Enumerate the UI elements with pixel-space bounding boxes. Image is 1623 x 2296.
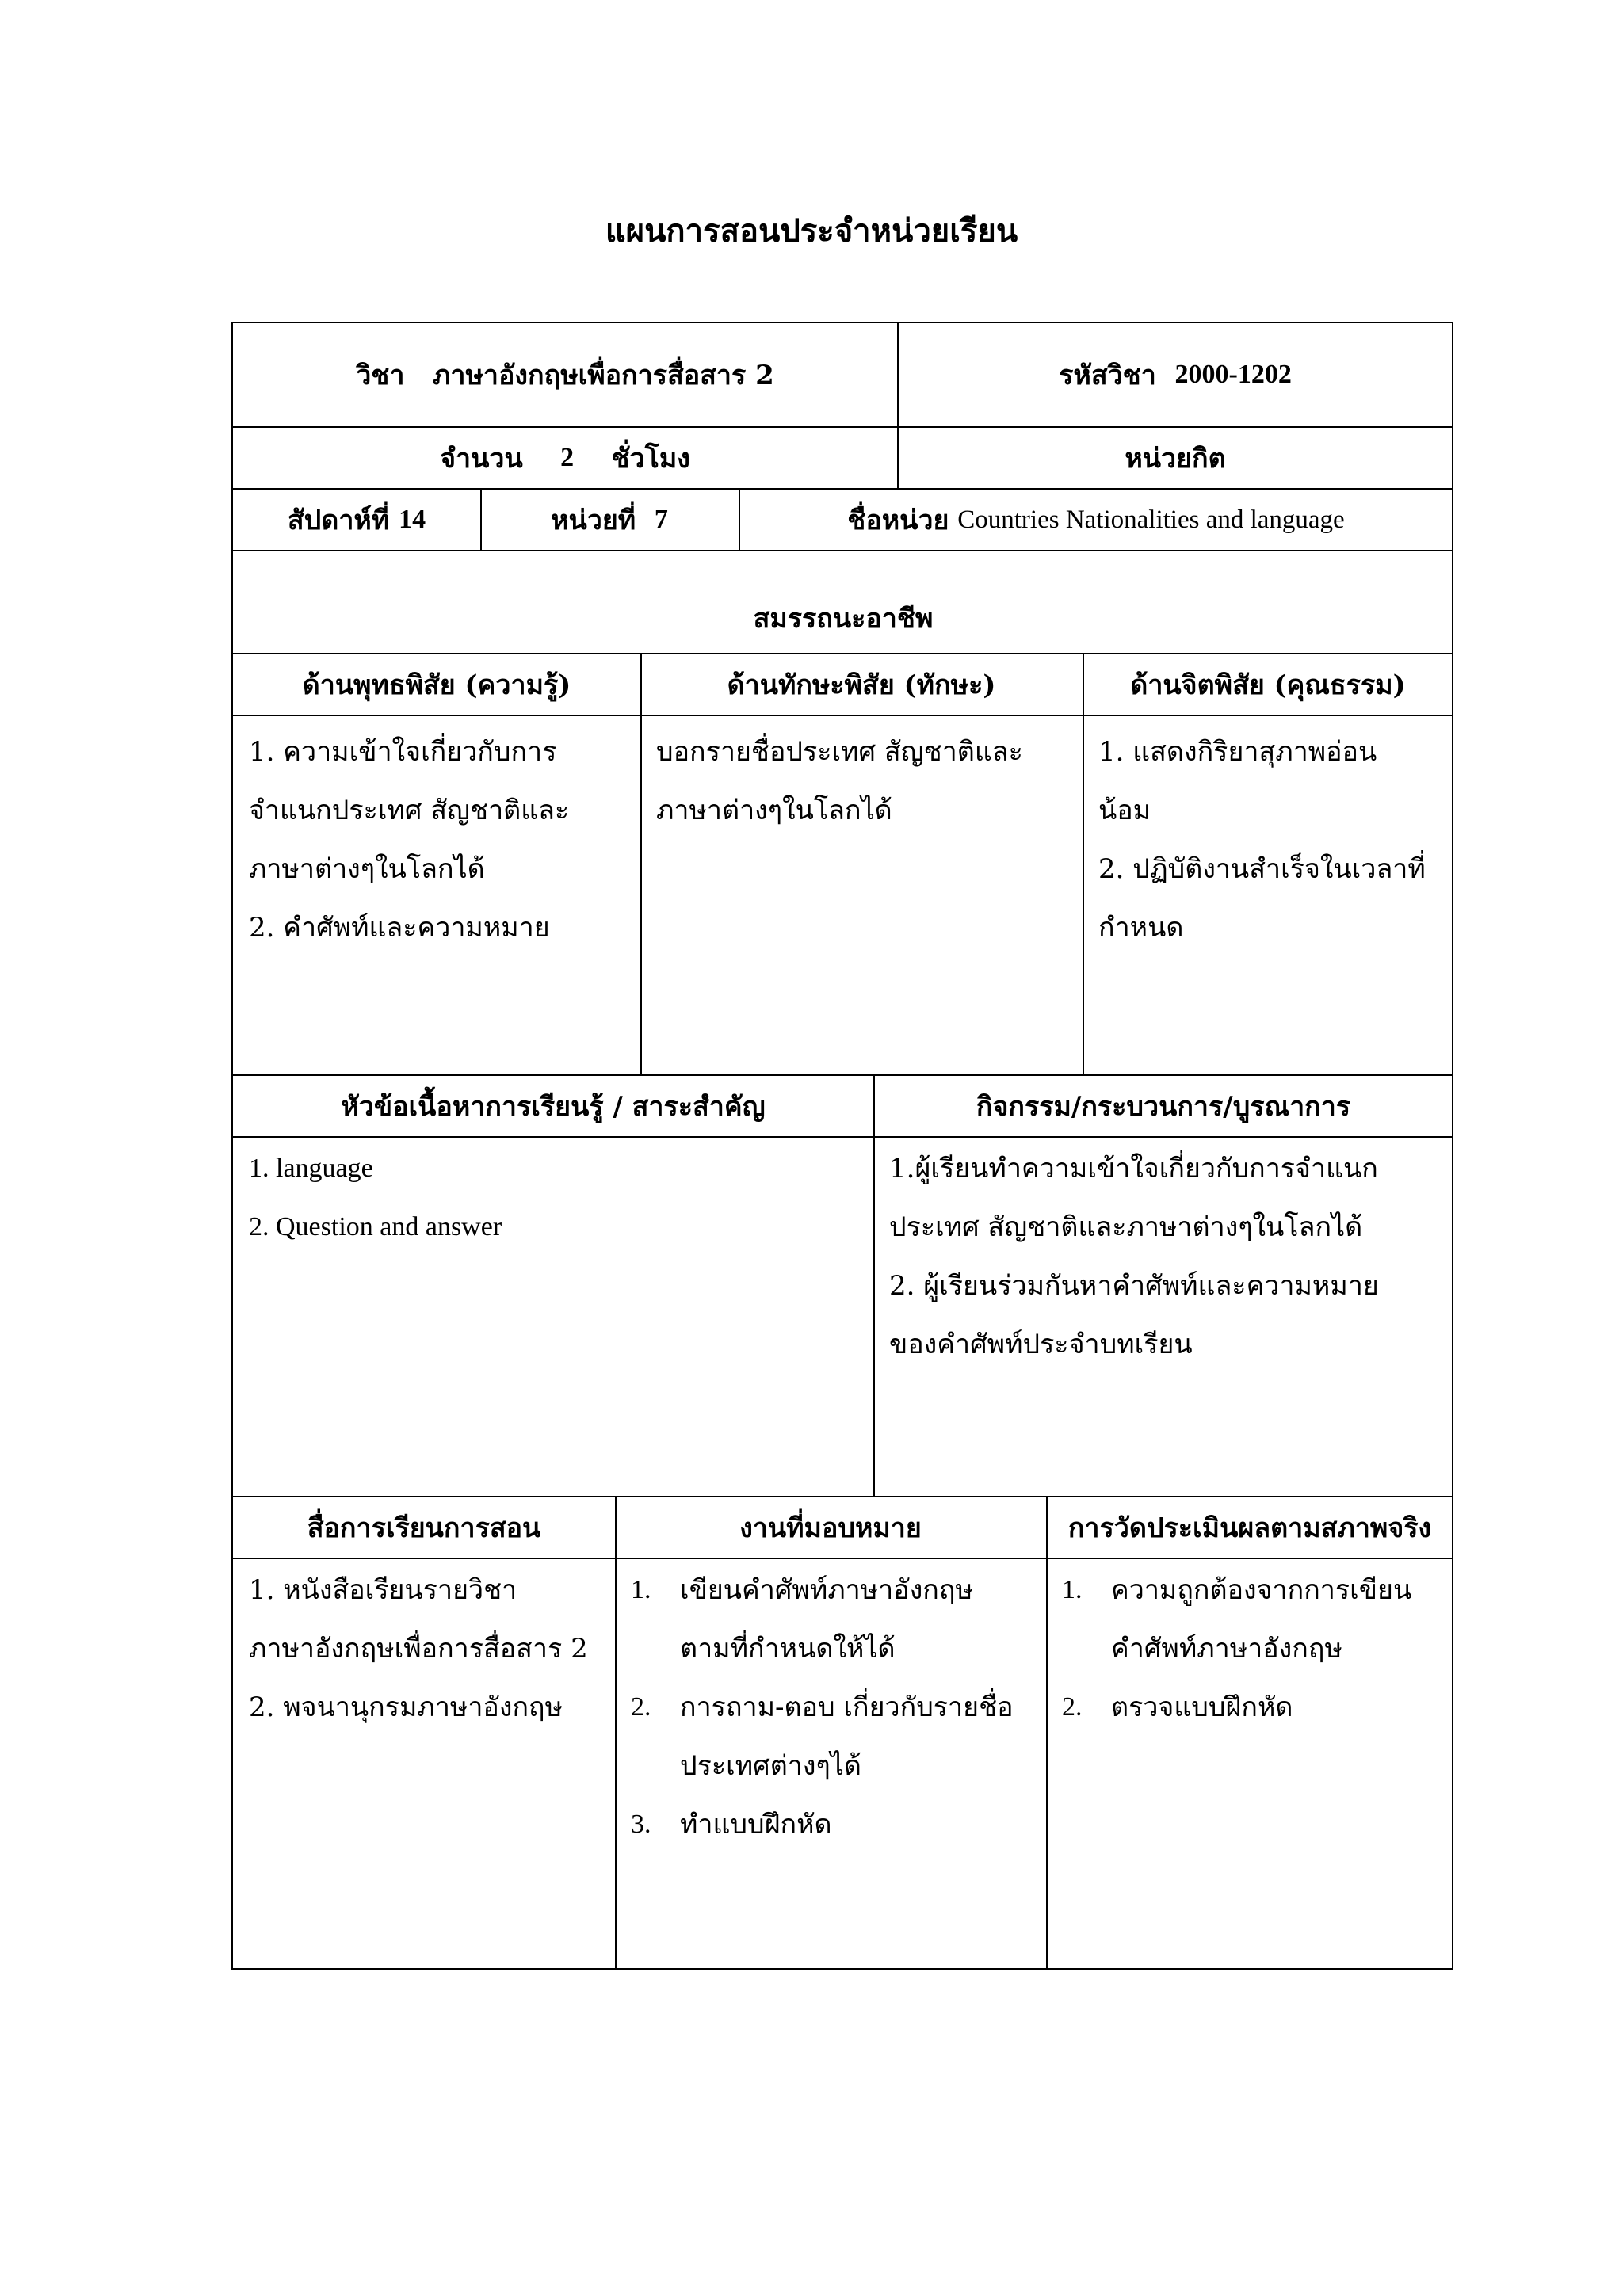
week-cell bbox=[233, 490, 480, 550]
list-item: ภาษาต่างๆในโลกได้ bbox=[656, 795, 892, 826]
unit-label: หน่วยที่ bbox=[551, 505, 636, 536]
item-number: 1. bbox=[631, 1575, 651, 1604]
code-label: รหัสวิชา bbox=[1059, 360, 1156, 391]
lesson-plan-table bbox=[231, 322, 1453, 1970]
item-number: 2. bbox=[1062, 1692, 1083, 1722]
item-line: ทำแบบฝึกหัด bbox=[680, 1809, 832, 1840]
list-item: 1.ผู้เรียนทำความเข้าใจเกี่ยวกับการจำแนก bbox=[889, 1153, 1378, 1184]
item-number: 3. bbox=[631, 1810, 651, 1839]
unit-name-label: ชื่อหน่วย bbox=[847, 505, 949, 536]
list-item bbox=[1062, 1561, 1453, 1678]
row-competency-cols bbox=[233, 654, 1452, 715]
list-item: 2. ปฏิบัติงานสำเร็จในเวลาที่ bbox=[1098, 853, 1426, 885]
item-line: คำศัพท์ภาษาอังกฤษ bbox=[1111, 1633, 1342, 1665]
item-line: ประเทศต่างๆได้ bbox=[680, 1750, 861, 1782]
subject-label: วิชา bbox=[356, 360, 405, 391]
col-topics: หัวข้อเนื้อหาการเรียนรู้ / สาระสำคัญ bbox=[341, 1091, 766, 1123]
list-item: ของคำศัพท์ประจำบทเรียน bbox=[889, 1329, 1193, 1360]
unit-value: 7 bbox=[654, 505, 668, 534]
list-item bbox=[631, 1678, 1046, 1795]
list-item: กำหนด bbox=[1098, 912, 1184, 944]
col-skill: ด้านทักษะพิสัย (ทักษะ) bbox=[727, 669, 996, 701]
row-resource-cols bbox=[233, 1497, 1452, 1558]
col-activities: กิจกรรม/กระบวนการ/บูรณาการ bbox=[976, 1091, 1351, 1123]
row-competency-heading bbox=[233, 551, 1452, 653]
list-item: ประเทศ สัญชาติและภาษาต่างๆในโลกได้ bbox=[889, 1211, 1363, 1243]
week-label: สัปดาห์ที่ bbox=[287, 505, 390, 536]
week-value: 14 bbox=[399, 505, 426, 534]
item-line: การถาม-ตอบ เกี่ยวกับรายชื่อ bbox=[680, 1691, 1014, 1723]
hours-label: จำนวน bbox=[440, 443, 523, 475]
skill-list bbox=[640, 716, 1083, 840]
eval-list bbox=[1046, 1559, 1453, 1737]
list-item: 1. ความเข้าใจเกี่ยวกับการ bbox=[249, 736, 557, 768]
list-item: 2. Question and answer bbox=[249, 1212, 502, 1241]
item-line: เขียนคำศัพท์ภาษาอังกฤษ bbox=[680, 1574, 973, 1606]
unit-name-cell bbox=[739, 490, 1453, 550]
list-item: น้อม bbox=[1098, 795, 1151, 826]
code-value: 2000-1202 bbox=[1174, 360, 1292, 389]
code-cell bbox=[897, 323, 1453, 426]
item-line: ตามที่กำหนดให้ได้ bbox=[680, 1633, 896, 1665]
subject-name: ภาษาอังกฤษเพื่อการสื่อสาร 2 bbox=[433, 360, 774, 391]
credit-label: หน่วยกิต bbox=[1125, 443, 1226, 475]
list-item bbox=[1062, 1678, 1453, 1737]
attitude-list bbox=[1083, 716, 1453, 957]
item-number: 1. bbox=[1062, 1575, 1083, 1604]
row-subject bbox=[233, 323, 1452, 426]
unit-cell bbox=[480, 490, 739, 550]
unit-name: Countries Nationalities and language bbox=[957, 505, 1345, 534]
list-item: 2. พจนานุกรมภาษาอังกฤษ bbox=[249, 1691, 563, 1723]
hours-value: 2 bbox=[560, 443, 575, 472]
row-content-cols bbox=[233, 1076, 1452, 1136]
row-hours bbox=[233, 428, 1452, 488]
col-assign: งานที่มอบหมาย bbox=[739, 1512, 922, 1544]
list-item: 1. หนังสือเรียนรายวิชา bbox=[249, 1574, 517, 1606]
list-item: จำแนกประเทศ สัญชาติและ bbox=[249, 795, 570, 826]
item-number: 2. bbox=[631, 1692, 651, 1722]
list-item bbox=[631, 1561, 1046, 1678]
list-item: 2. ผู้เรียนร่วมกันหาคำศัพท์และความหมาย bbox=[889, 1270, 1379, 1302]
col-media: สื่อการเรียนการสอน bbox=[307, 1512, 541, 1544]
hours-cell bbox=[233, 428, 897, 488]
hours-unit: ชั่วโมง bbox=[611, 443, 690, 475]
list-item: บอกรายชื่อประเทศ สัญชาติและ bbox=[656, 736, 1023, 768]
list-item: ภาษาต่างๆในโลกได้ bbox=[249, 853, 485, 885]
row-unit bbox=[233, 490, 1452, 550]
credit-cell bbox=[897, 428, 1453, 488]
item-line: ตรวจแบบฝึกหัด bbox=[1111, 1691, 1293, 1723]
list-item: ภาษาอังกฤษเพื่อการสื่อสาร 2 bbox=[249, 1633, 588, 1665]
topics-list bbox=[233, 1138, 873, 1257]
list-item bbox=[631, 1795, 1046, 1854]
page-title: แผนการสอนประจำหน่วยเรียน bbox=[605, 212, 1018, 250]
subject-cell bbox=[233, 323, 897, 426]
activities-list bbox=[873, 1138, 1453, 1374]
list-item: 1. แสดงกิริยาสุภาพอ่อน bbox=[1098, 736, 1377, 768]
knowledge-list bbox=[233, 716, 640, 957]
list-item: 2. คำศัพท์และความหมาย bbox=[249, 912, 550, 944]
col-eval: การวัดประเมินผลตามสภาพจริง bbox=[1067, 1512, 1432, 1544]
col-knowledge: ด้านพุทธพิสัย (ความรู้) bbox=[302, 669, 571, 701]
media-list bbox=[233, 1559, 615, 1737]
list-item: 1. language bbox=[249, 1154, 373, 1183]
assign-list bbox=[615, 1559, 1046, 1854]
col-attitude: ด้านจิตพิสัย (คุณธรรม) bbox=[1130, 669, 1406, 701]
item-line: ความถูกต้องจากการเขียน bbox=[1111, 1574, 1412, 1606]
competency-heading: สมรรถนะอาชีพ bbox=[753, 603, 934, 635]
